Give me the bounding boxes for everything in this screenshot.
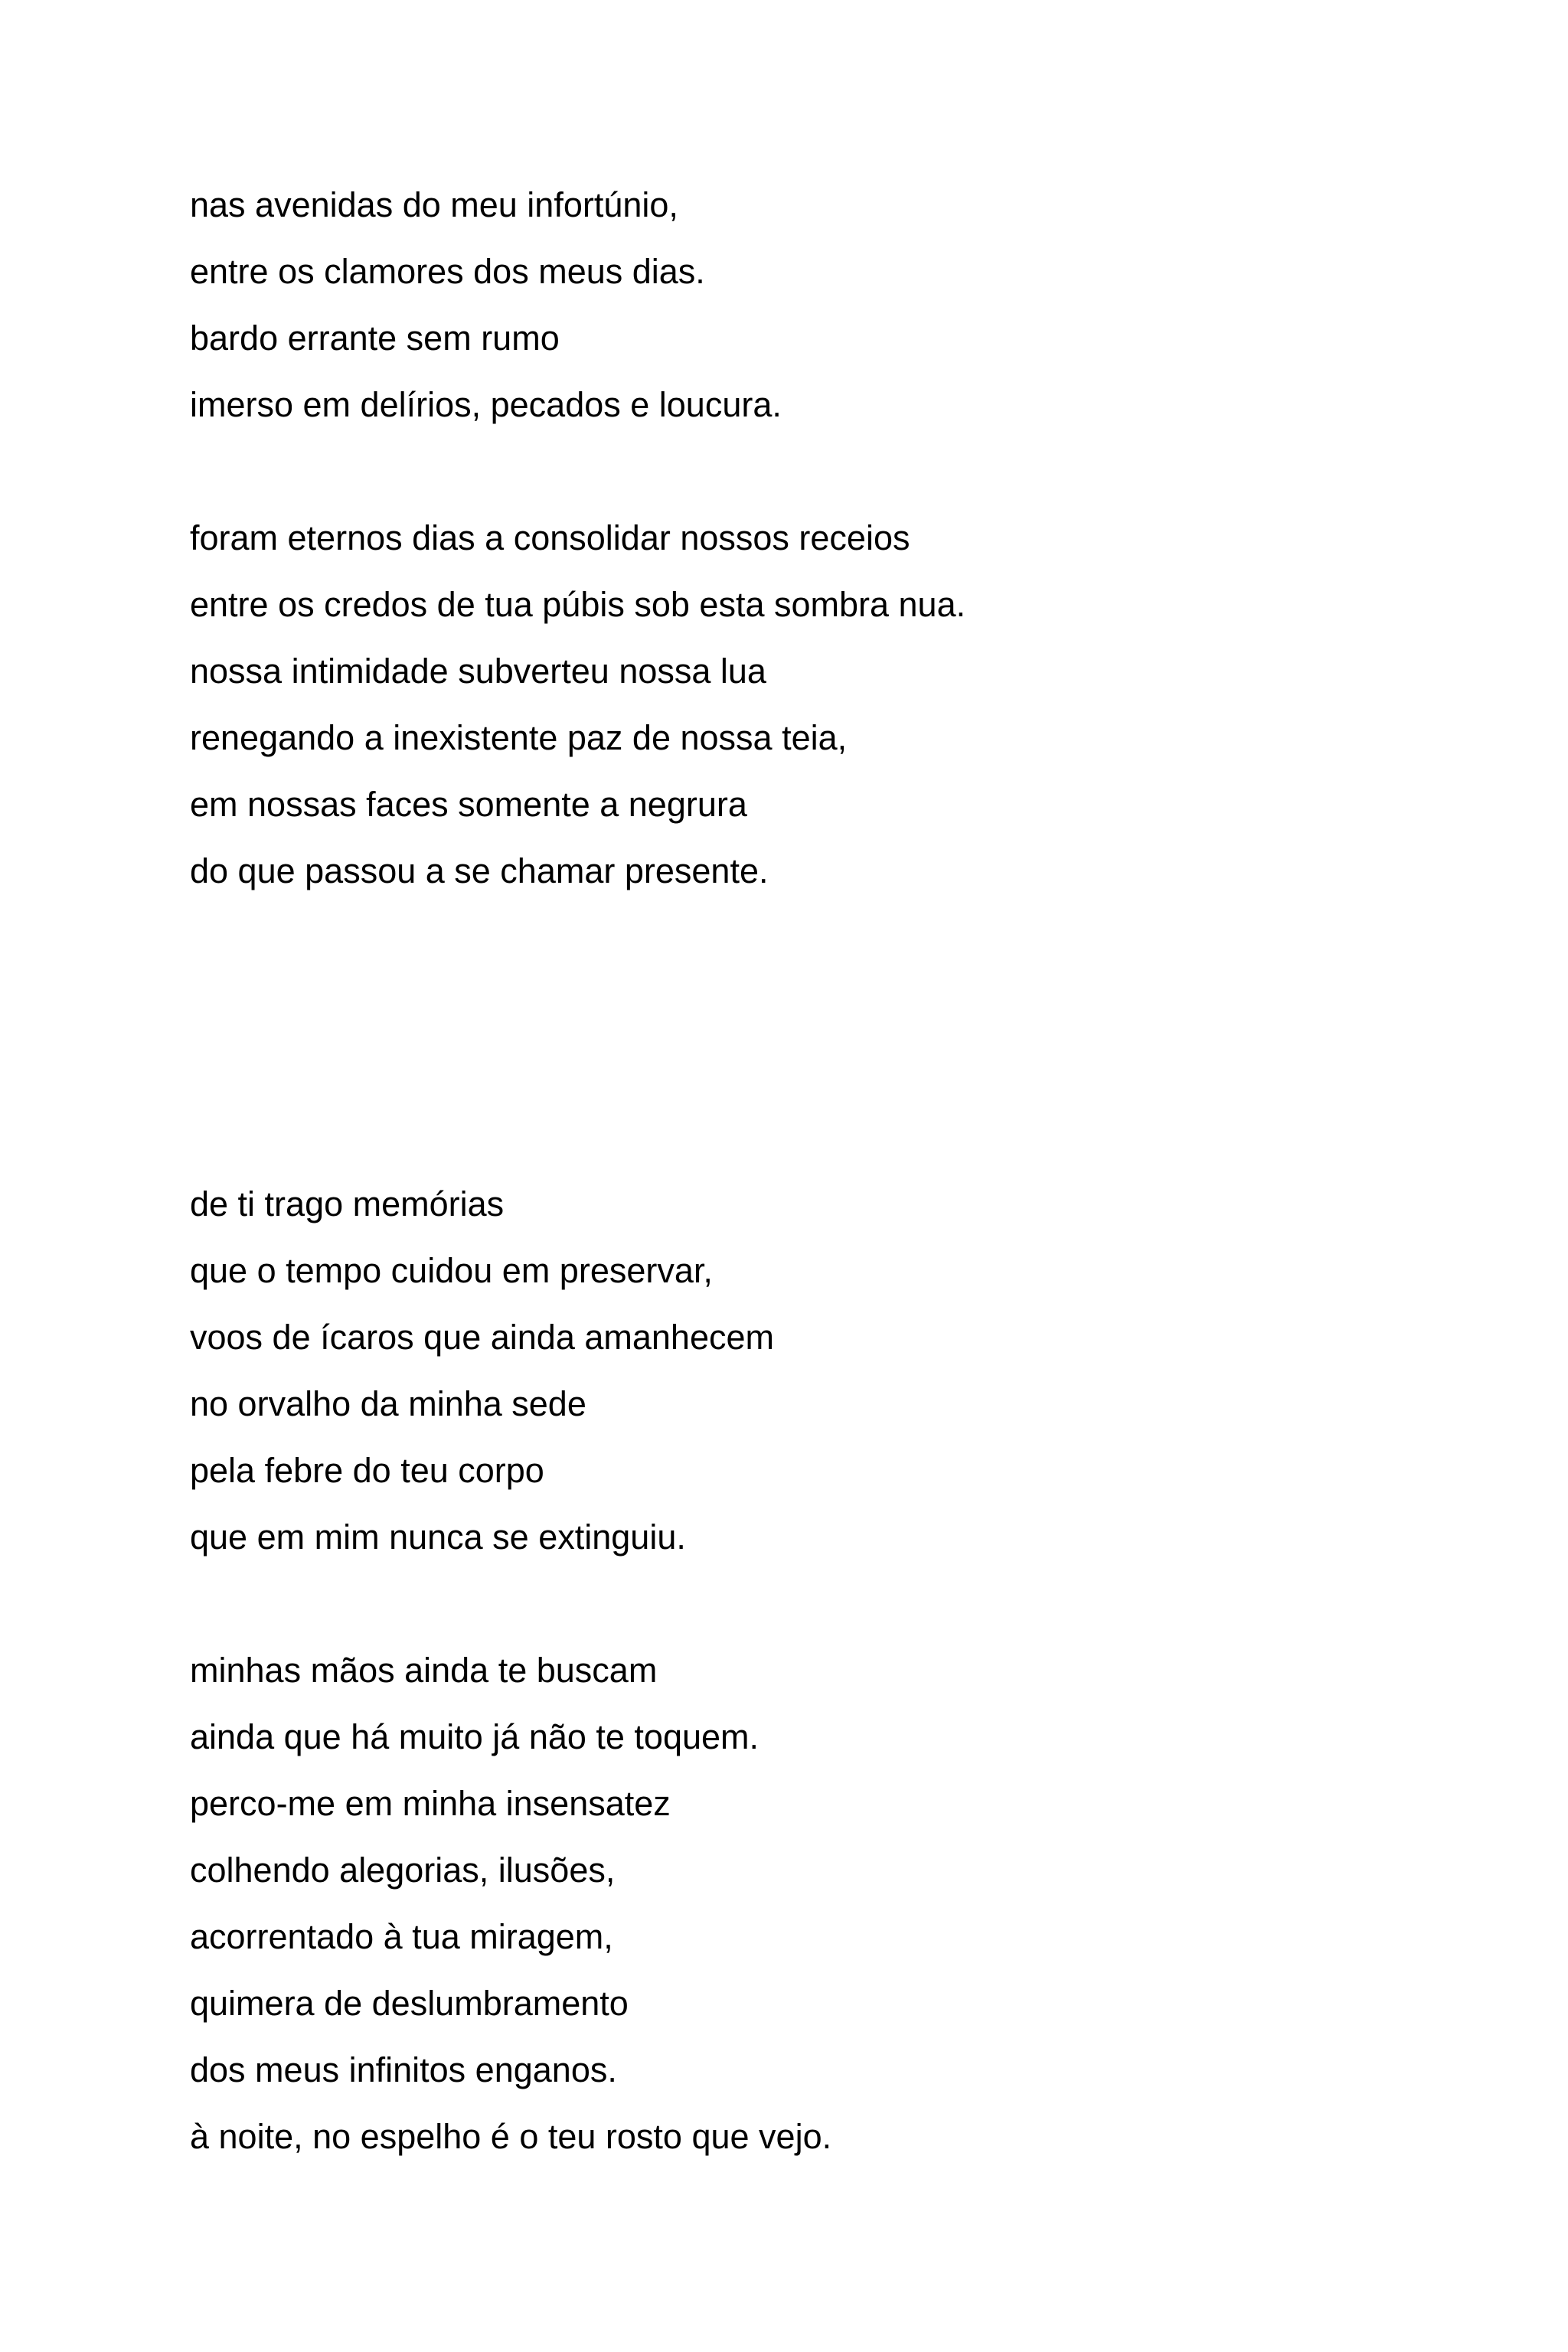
poem-line: nossa intimidade subverteu nossa lua bbox=[190, 652, 766, 691]
poem-body bbox=[190, 172, 1491, 2170]
poem-line: imerso em delírios, pecados e loucura. bbox=[190, 385, 782, 424]
poem-line: dos meus infinitos enganos. bbox=[190, 2050, 617, 2089]
poem-line: acorrentado à tua miragem, bbox=[190, 1917, 613, 1956]
poem-1 bbox=[190, 172, 1491, 904]
stanza-break bbox=[190, 1570, 1491, 1637]
stanza bbox=[190, 505, 1491, 904]
stanza bbox=[190, 172, 1491, 438]
poem-line: quimera de deslumbramento bbox=[190, 1984, 629, 2023]
poem-line: que o tempo cuidou em preservar, bbox=[190, 1251, 713, 1290]
poem-line: renegando a inexistente paz de nossa teia, bbox=[190, 718, 848, 757]
poem-2 bbox=[190, 1171, 1491, 2170]
poem-line: minhas mãos ainda te buscam bbox=[190, 1651, 658, 1690]
poem-line: entre os clamores dos meus dias. bbox=[190, 252, 705, 291]
poem-line: que em mim nunca se extinguiu. bbox=[190, 1517, 686, 1557]
poem-line: nas avenidas do meu infortúnio, bbox=[190, 185, 678, 224]
stanza bbox=[190, 1171, 1491, 1570]
poem-line: à noite, no espelho é o teu rosto que vejo. bbox=[190, 2117, 832, 2156]
poem-line: perco-me em minha insensatez bbox=[190, 1784, 671, 1823]
stanza-break bbox=[190, 438, 1491, 505]
poem-line: bardo errante sem rumo bbox=[190, 318, 560, 358]
poem-line: em nossas faces somente a negrura bbox=[190, 785, 747, 824]
poem-line: pela febre do teu corpo bbox=[190, 1451, 544, 1490]
poem-break bbox=[190, 904, 1491, 1171]
stanza bbox=[190, 1637, 1491, 2170]
poem-line: no orvalho da minha sede bbox=[190, 1384, 586, 1423]
poem-line: ainda que há muito já não te toquem. bbox=[190, 1717, 760, 1756]
poem-line: entre os credos de tua púbis sob esta sombra nua. bbox=[190, 585, 966, 624]
poem-line: voos de ícaros que ainda amanhecem bbox=[190, 1318, 774, 1357]
poem-line: do que passou a se chamar presente. bbox=[190, 851, 769, 890]
poem-line: colhendo alegorias, ilusões, bbox=[190, 1851, 616, 1890]
poem-line: de ti trago memórias bbox=[190, 1184, 505, 1223]
poem-line: foram eternos dias a consolidar nossos receios bbox=[190, 518, 910, 557]
